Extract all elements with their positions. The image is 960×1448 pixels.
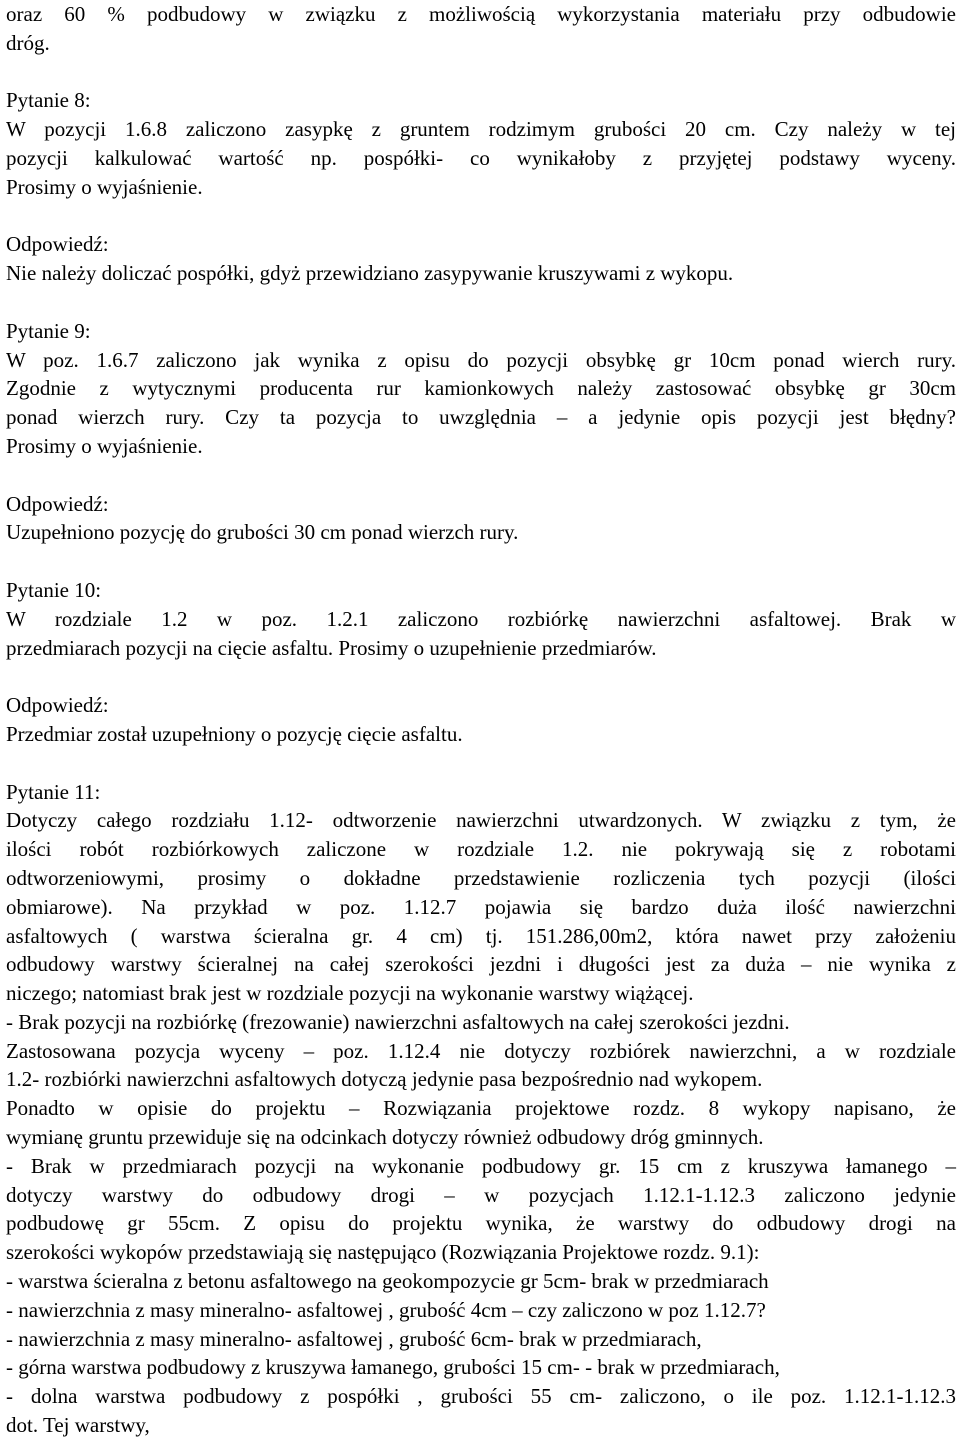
question-line: Prosimy o wyjaśnienie.: [6, 433, 203, 458]
question-line: szerokości wykopów przedstawiają się następująco (Rozwiązania Projektowe rozdz. 9.1):: [6, 1240, 760, 1265]
question-line: wymianę gruntu przewiduje się na odcinkach dotyczy również odbudowy dróg gminnych.: [6, 1125, 764, 1150]
question-heading: Pytanie 10:: [6, 577, 102, 602]
answer-heading: Odpowiedź:: [6, 693, 109, 718]
paragraph-gap: [6, 461, 956, 490]
answer-line: Przedmiar został uzupełniony o pozycję cięcie asfaltu.: [6, 721, 463, 746]
question-line: - nawierzchnia z masy mineralno- asfaltowej , grubość 6cm- brak w przedmiarach,: [6, 1326, 702, 1351]
answer-line: Uzupełniono pozycję do grubości 30 cm ponad wierzch rury.: [6, 520, 519, 545]
paragraph-gap: [6, 58, 956, 87]
document-page: [6, 0, 956, 1440]
question-line: W poz. 1.6.7 zaliczono jak wynika z opisu do pozycji obsybkę gr 10cm ponad wierch rury.: [6, 347, 956, 372]
question-line: podbudowę gr 55cm. Z opisu do projektu wynika, że warstwy do odbudowy drogi na: [6, 1211, 956, 1236]
body-line: dróg.: [6, 30, 50, 55]
question-line: W pozycji 1.6.8 zaliczono zasypkę z gruntem rodzimym grubości 20 cm. Czy należy w tej: [6, 117, 956, 142]
question-line: dotyczy warstwy do odbudowy drogi – w pozycjach 1.12.1-1.12.3 zaliczono jedynie: [6, 1182, 956, 1207]
question-line: ilości robót rozbiórkowych zaliczone w rozdziale 1.2. nie pokrywają się z robotami: [6, 837, 956, 862]
paragraph-gap: [6, 547, 956, 576]
question-heading: Pytanie 8:: [6, 88, 91, 113]
question-heading: Pytanie 9:: [6, 318, 91, 343]
question-line: - górna warstwa podbudowy z kruszywa łamanego, grubości 15 cm- - brak w przedmiarach,: [6, 1355, 780, 1380]
question-line: asfaltowych ( warstwa ścieralna gr. 4 cm) tj. 151.286,00m2, która nawet przy założeniu: [6, 923, 956, 948]
question-line: dot. Tej warstwy,: [6, 1413, 150, 1438]
paragraph-gap: [6, 749, 956, 778]
question-line: Prosimy o wyjaśnienie.: [6, 174, 203, 199]
question-line: W rozdziale 1.2 w poz. 1.2.1 zaliczono rozbiórkę nawierzchni asfaltowej. Brak w: [6, 606, 956, 631]
paragraph-gap: [6, 288, 956, 317]
question-line: przedmiarach pozycji na cięcie asfaltu. Prosimy o uzupełnienie przedmiarów.: [6, 635, 657, 660]
answer-heading: Odpowiedź:: [6, 491, 109, 516]
question-heading: Pytanie 11:: [6, 779, 101, 804]
question-line: Ponadto w opisie do projektu – Rozwiązania projektowe rozdz. 8 wykopy napisano, że: [6, 1096, 956, 1121]
question-line: pozycji kalkulować wartość np. pospółki- co wynikałoby z przyjętej podstawy wyceny.: [6, 145, 956, 170]
question-line: 1.2- rozbiórki nawierzchni asfaltowych dotyczą jedynie pasa bezpośrednio nad wykopem.: [6, 1067, 763, 1092]
question-line: - dolna warstwa podbudowy z pospółki , grubości 55 cm- zaliczono, o ile poz. 1.12.1-1.12.3: [6, 1384, 956, 1409]
question-line: ponad wierzch rury. Czy ta pozycja to uwzględnia – a jedynie opis pozycji jest błędny?: [6, 405, 956, 430]
question-line: obmiarowe). Na przykład w poz. 1.12.7 pojawia się bardzo duża ilość nawierzchni: [6, 894, 956, 919]
question-line: - warstwa ścieralna z betonu asfaltowego na geokompozycie gr 5cm- brak w przedmiarach: [6, 1269, 769, 1294]
body-line: oraz 60 % podbudowy w związku z możliwością wykorzystania materiału przy odbudowie: [6, 2, 956, 26]
answer-line: Nie należy doliczać pospółki, gdyż przewidziano zasypywanie kruszywami z wykopu.: [6, 261, 734, 286]
question-line: Zgodnie z wytycznymi producenta rur kamionkowych należy zastosować obsybkę gr 30cm: [6, 376, 956, 401]
question-line: - Brak pozycji na rozbiórkę (frezowanie) nawierzchni asfaltowych na całej szerokości jezdni.: [6, 1009, 790, 1034]
answer-heading: Odpowiedź:: [6, 232, 109, 257]
question-line: odbudowy warstwy ścieralnej na całej szerokości jezdni i długości jest za duża – nie wynika z: [6, 952, 956, 977]
question-line: Zastosowana pozycja wyceny – poz. 1.12.4 nie dotyczy rozbiórek nawierzchni, a w rozdziale: [6, 1038, 956, 1063]
question-line: - nawierzchnia z masy mineralno- asfaltowej , grubość 4cm – czy zaliczono w poz 1.12.7?: [6, 1297, 766, 1322]
question-line: Dotyczy całego rozdziału 1.12- odtworzenie nawierzchni utwardzonych. W związku z tym, że: [6, 808, 956, 833]
question-line: niczego; natomiast brak jest w rozdziale pozycji na wykonanie warstwy wiążącej.: [6, 981, 694, 1006]
question-line: - Brak w przedmiarach pozycji na wykonanie podbudowy gr. 15 cm z kruszywa łamanego –: [6, 1153, 956, 1178]
question-line: odtworzeniowymi, prosimy o dokładne przedstawienie rozliczenia tych pozycji (ilości: [6, 865, 956, 890]
paragraph-gap: [6, 662, 956, 691]
paragraph-gap: [6, 202, 956, 231]
